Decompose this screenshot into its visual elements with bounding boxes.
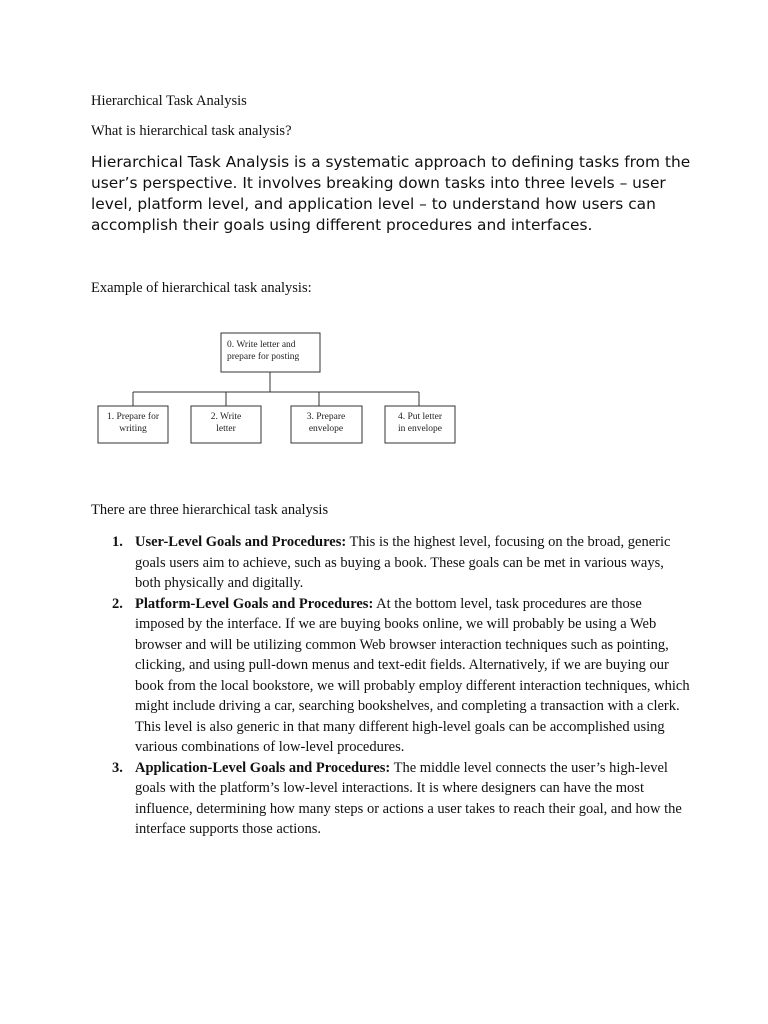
example-label: Example of hierarchical task analysis: — [91, 280, 312, 296]
list-item-text: The middle level connects the user’s high-level goals with the platform’s low-level interactions. It is where designers can have the most influence, determining how many steps or actions a user takes to reach their goal, and how the interface supports those actions. — [135, 759, 682, 837]
task-node-2-line1: 2. Write — [210, 412, 242, 422]
list-item — [91, 532, 691, 594]
task-node-root — [221, 333, 320, 372]
list-item-heading: Application-Level Goals and Procedures: — [135, 759, 391, 776]
list-item-heading: User-Level Goals and Procedures: — [135, 534, 347, 550]
task-node-3-line1: 3. Prepare — [306, 412, 346, 422]
task-node-3 — [291, 406, 362, 443]
task-node-4 — [385, 406, 455, 443]
task-node-1-line2: writing — [119, 424, 147, 434]
list-item — [91, 758, 691, 840]
intro-paragraph: Hierarchical Task Analysis is a systematic approach to defining tasks from the user’s perspective. It involves breaking down tasks into three levels – user level, platform level, and application level – to understand how users can accomplish their goals using different procedures and interfaces. — [91, 153, 691, 234]
task-node-2 — [191, 406, 261, 443]
task-node-3-line2: envelope — [308, 424, 344, 434]
list-item-number: 1. — [112, 534, 123, 550]
list-item-number: 2. — [112, 595, 123, 612]
task-node-root-line1: 0. Write letter and — [227, 340, 296, 350]
task-node-1 — [98, 406, 168, 443]
document-title: Hierarchical Task Analysis — [91, 93, 247, 109]
task-node-2-line2: letter — [216, 424, 236, 434]
question-heading: What is hierarchical task analysis? — [91, 123, 292, 139]
list-item-heading: Platform-Level Goals and Procedures: — [135, 595, 374, 612]
levels-intro-label: There are three hierarchical task analysis — [91, 502, 329, 518]
task-node-root-line2: prepare for posting — [227, 352, 300, 362]
levels-list — [91, 532, 691, 840]
task-node-4-line2: in envelope — [397, 424, 443, 434]
list-item-number: 3. — [112, 759, 123, 776]
task-node-4-line1: 4. Put letter — [397, 412, 443, 422]
list-item-text: This is the highest level, focusing on the broad, generic goals users aim to achieve, such as buying a book. These goals can be met in various ways, both physically and digitally. — [135, 534, 671, 591]
hta-diagram — [90, 326, 470, 451]
list-item-text: At the bottom level, task procedures are those imposed by the interface. If we are buying books online, we will probably be using a Web browser and will be utilizing common Web browser interaction techniques such as pointing, clicking, and using pull-down menus and text-edit fields. Alternatively, if we are buying our book from the local bookstore, we will probably employ different interaction techniques, which might include driving a car, searching bookshelves, and completing a transaction with a clerk. This level is also generic in that many different high-level goals can be accomplished using various combinations of low-level procedures. — [135, 595, 690, 755]
task-node-1-line1: 1. Prepare for — [107, 412, 159, 422]
list-item — [91, 594, 691, 758]
